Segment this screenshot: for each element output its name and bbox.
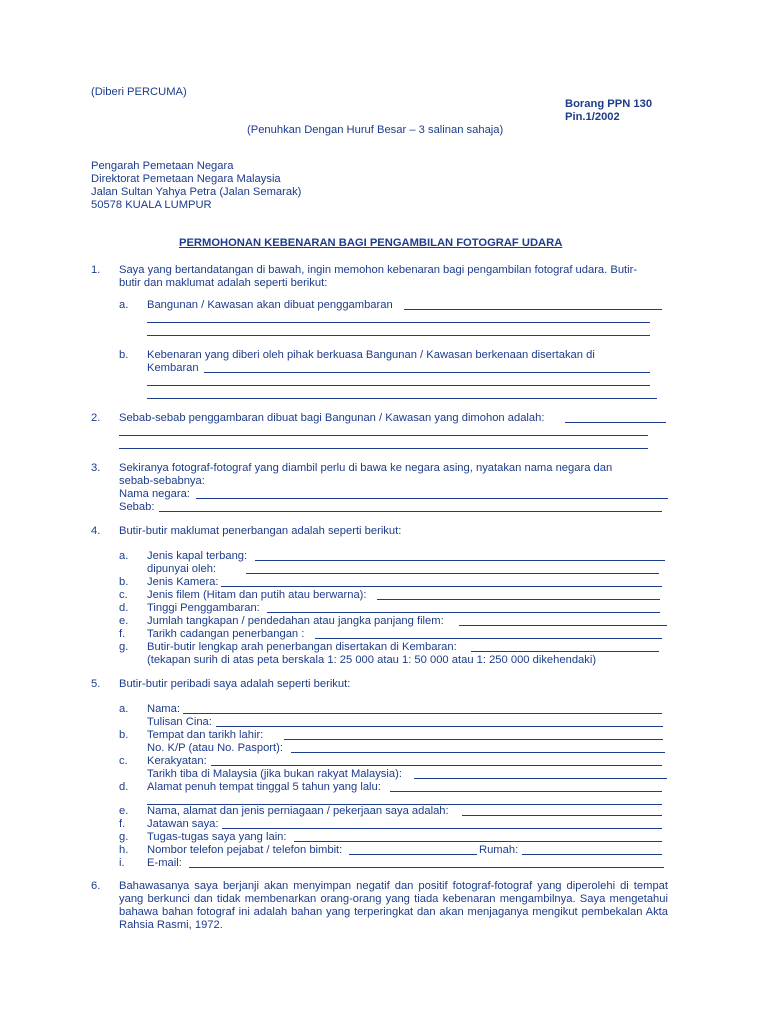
item-1a-text: Bangunan / Kawasan akan dibuat penggambaran <box>147 299 393 311</box>
field-4g[interactable] <box>471 651 659 652</box>
item-5c2-text: Tarikh tiba di Malaysia (jika bukan rakyat Malaysia): <box>147 768 402 780</box>
field-5e[interactable] <box>462 815 662 816</box>
item-5b2-text: No. K/P (atau No. Pasport): <box>147 742 283 754</box>
item-4b-text: Jenis Kamera: <box>147 576 219 588</box>
field-2-line-1[interactable] <box>565 422 666 423</box>
item-5i-label: i. <box>119 857 125 869</box>
field-4b[interactable] <box>221 586 662 587</box>
field-5c2[interactable] <box>414 778 667 779</box>
field-5a2[interactable] <box>216 726 663 727</box>
section-3-text-2: sebab-sebabnya: <box>119 475 205 487</box>
section-4-text: Butir-butir maklumat penerbangan adalah seperti berikut: <box>119 525 402 537</box>
item-5a2-text: Tulisan Cina: <box>147 716 212 728</box>
item-4d-label: d. <box>119 602 129 614</box>
free-note: (Diberi PERCUMA) <box>91 86 187 98</box>
item-5h-text: Nombor telefon pejabat / telefon bimbit: <box>147 844 343 856</box>
form-title: PERMOHONAN KEBENARAN BAGI PENGAMBILAN FOTOGRAF UDARA <box>179 237 563 249</box>
item-4a-text: Jenis kapal terbang: <box>147 550 248 562</box>
item-5h-label: h. <box>119 844 129 856</box>
address-line-4: 50578 KUALA LUMPUR <box>91 199 212 211</box>
country-field[interactable] <box>196 498 668 499</box>
section-5-number: 5. <box>91 678 101 690</box>
item-5a-text: Nama: <box>147 703 180 715</box>
field-1b-line-2[interactable] <box>147 385 650 386</box>
field-5f[interactable] <box>222 828 662 829</box>
item-4g-text: Butir-butir lengkap arah penerbangan disertakan di Kembaran: <box>147 641 457 653</box>
field-4d[interactable] <box>267 612 660 613</box>
item-5f-text: Jatawan saya: <box>147 818 219 830</box>
section-4-number: 4. <box>91 525 101 537</box>
item-4a2-text: dipunyai oleh: <box>147 563 217 575</box>
item-4f-text: Tarikh cadangan penerbangan : <box>147 628 305 640</box>
item-5b-label: b. <box>119 729 129 741</box>
field-5a[interactable] <box>183 713 662 714</box>
reason-label: Sebab: <box>119 501 155 513</box>
section-3-number: 3. <box>91 462 101 474</box>
section-1-text-2: butir dan maklumat adalah seperti berikut: <box>119 277 328 289</box>
item-1b-label: b. <box>119 349 129 361</box>
field-4c[interactable] <box>377 599 660 600</box>
item-4g-note: (tekapan surih di atas peta berskala 1: 25 000 atau 1: 50 000 atau 1: 250 000 dikehendaki) <box>147 654 597 666</box>
field-4a[interactable] <box>255 560 665 561</box>
item-1b-text: Kebenaran yang diberi oleh pihak berkuasa Bangunan / Kawasan berkenaan disertakan di <box>147 349 595 361</box>
section-3-text: Sekiranya fotograf-fotograf yang diambil perlu di bawa ke negara asing, nyatakan nama negara dan <box>119 462 613 474</box>
fill-instruction: (Penuhkan Dengan Huruf Besar – 3 salinan sahaja) <box>247 124 504 136</box>
field-5i[interactable] <box>189 867 664 868</box>
address-line-1: Pengarah Pemetaan Negara <box>91 160 234 172</box>
field-5h-home[interactable] <box>522 854 662 855</box>
item-5c-label: c. <box>119 755 128 767</box>
home-phone-label: Rumah: <box>479 844 519 856</box>
section-5-text: Butir-butir peribadi saya adalah seperti berikut: <box>119 678 351 690</box>
field-1a-line-2[interactable] <box>147 322 650 323</box>
item-5a-label: a. <box>119 703 129 715</box>
item-5b-text: Tempat dan tarikh lahir: <box>147 729 264 741</box>
section-2-number: 2. <box>91 412 101 424</box>
field-4a2[interactable] <box>246 573 659 574</box>
field-5c[interactable] <box>211 765 662 766</box>
item-5c-text: Kerakyatan: <box>147 755 207 767</box>
address-line-3: Jalan Sultan Yahya Petra (Jalan Semarak) <box>91 186 302 198</box>
item-4d-text: Tinggi Penggambaran: <box>147 602 260 614</box>
item-1b-text-2: Kembaran <box>147 362 199 374</box>
field-2-line-2[interactable] <box>119 435 648 436</box>
country-label: Nama negara: <box>119 488 190 500</box>
section-2-text: Sebab-sebab penggambaran dibuat bagi Bangunan / Kawasan yang dimohon adalah: <box>119 412 545 424</box>
field-5d-line-1[interactable] <box>390 791 662 792</box>
form-code: Borang PPN 130 <box>565 98 653 110</box>
item-4c-label: c. <box>119 589 128 601</box>
item-4e-text: Jumlah tangkapan / pendedahan atau jangka panjang filem: <box>147 615 444 627</box>
field-1b-line-1[interactable] <box>204 372 650 373</box>
field-1a-line-3[interactable] <box>147 335 650 336</box>
item-5e-text: Nama, alamat dan jenis perniagaan / pekerjaan saya adalah: <box>147 805 449 817</box>
section-1-number: 1. <box>91 264 101 276</box>
reason-field[interactable] <box>159 511 662 512</box>
section-1-text: Saya yang bertandatangan di bawah, ingin memohon kebenaran bagi pengambilan fotograf udara. Butir- <box>119 264 638 276</box>
item-4f-label: f. <box>119 628 126 640</box>
item-5d-label: d. <box>119 781 129 793</box>
item-4b-label: b. <box>119 576 129 588</box>
item-1a-label: a. <box>119 299 129 311</box>
item-5f-label: f. <box>119 818 126 830</box>
field-5g[interactable] <box>294 841 662 842</box>
item-4c-text: Jenis filem (Hitam dan putih atau berwarna): <box>147 589 367 601</box>
item-5d-text: Alamat penuh tempat tinggal 5 tahun yang lalu: <box>147 781 381 793</box>
item-5g-text: Tugas-tugas saya yang lain: <box>147 831 287 843</box>
section-6-number: 6. <box>91 880 101 892</box>
field-1b-line-3[interactable] <box>147 398 657 399</box>
form-version: Pin.1/2002 <box>565 111 620 123</box>
address-line-2: Direktorat Pemetaan Negara Malaysia <box>91 173 281 185</box>
section-6-text: Bahawasanya saya berjanji akan menyimpan negatif dan positif fotograf-fotograf yang diperolehi di tempat yang berkunci dan tidak membenarkan orang-orang yang tiada kebenaran mengambilnya. Saya mengetahui bahawa bahan fotograf ini adalah bahan yang terperingkat dan akan menjaganya mengikut pembekalan Akta Rahsia Rasmi, 1972. <box>119 880 668 931</box>
field-4e[interactable] <box>459 625 667 626</box>
field-5h-office[interactable] <box>349 854 477 855</box>
item-4g-label: g. <box>119 641 129 653</box>
field-5b[interactable] <box>284 739 663 740</box>
item-4e-label: e. <box>119 615 129 627</box>
item-4a-label: a. <box>119 550 129 562</box>
field-1a-line-1[interactable] <box>404 309 662 310</box>
item-5i-text: E-mail: <box>147 857 182 869</box>
field-4f[interactable] <box>315 638 662 639</box>
field-2-line-3[interactable] <box>119 448 648 449</box>
item-5g-label: g. <box>119 831 129 843</box>
item-5e-label: e. <box>119 805 129 817</box>
field-5b2[interactable] <box>291 752 665 753</box>
